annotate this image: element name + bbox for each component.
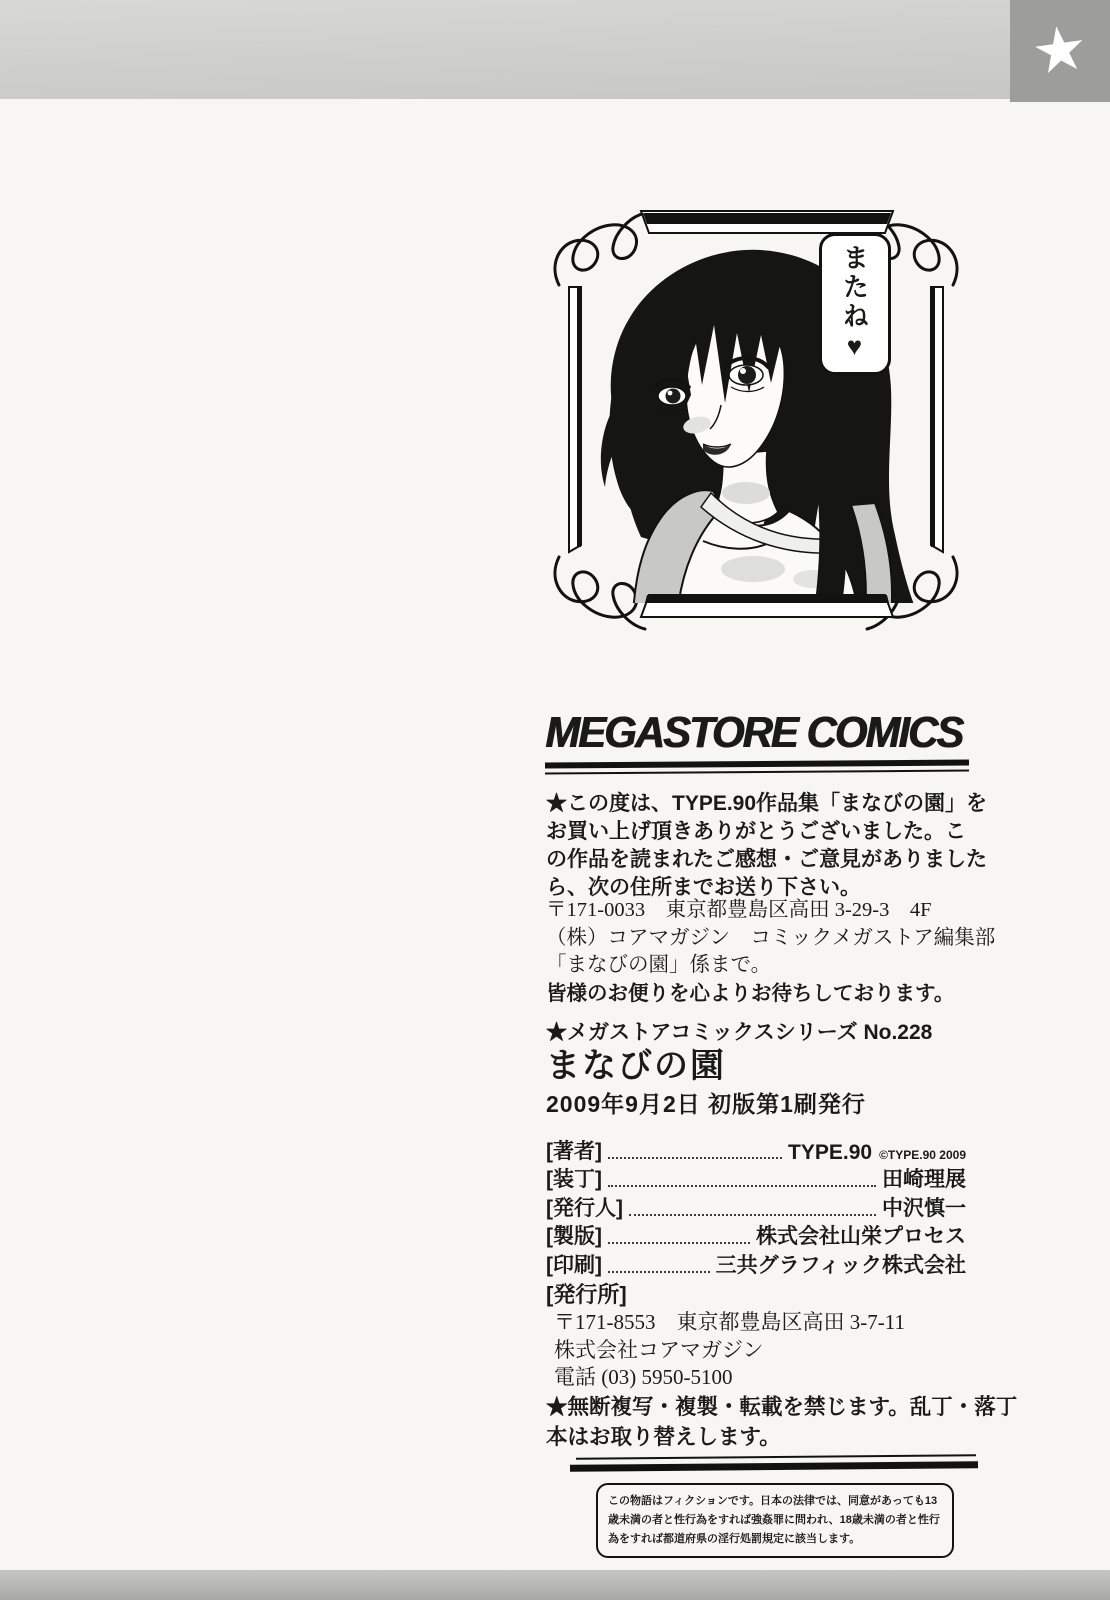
logo-rule-thin	[545, 770, 969, 775]
publisher-address: 〒171-8553 東京都豊島区高田 3-7-11	[554, 1310, 905, 1334]
megastore-comics-logo: MEGASTORE COMICS	[545, 708, 963, 757]
intro-line: ら、次の住所までお送り下さい。	[546, 876, 861, 899]
address-line: 「まなびの園」係まで。	[546, 953, 772, 976]
publisher-label: [発行所]	[546, 1282, 627, 1307]
dotted-leader	[608, 1271, 710, 1273]
intro-line: お買い上げ頂きありがとうございました。こ	[546, 820, 966, 843]
dotted-leader	[608, 1185, 876, 1187]
star-icon: ★	[1027, 12, 1093, 89]
book-title: まなびの園	[546, 1047, 726, 1085]
speech-bubble	[819, 233, 891, 375]
intro-line: の作品を読まれたご感想・ご意見がありました	[546, 848, 987, 871]
credit-label: [発行人]	[546, 1196, 623, 1220]
framed-illustration	[545, 197, 967, 645]
credit-value: TYPE.90	[788, 1140, 873, 1164]
scan-bottom-band	[0, 1570, 1110, 1600]
speech-bubble-text: またね♥	[839, 244, 870, 364]
series-number-line: ★メガストアコミックスシリーズ No.228	[546, 1021, 933, 1044]
print-date-line: 2009年9月2日 初版第1刷発行	[546, 1091, 866, 1117]
editorial-address-block	[546, 897, 995, 978]
fiction-disclaimer-box	[596, 1483, 954, 1558]
credit-label: [印刷]	[546, 1253, 602, 1277]
thank-you-paragraph	[546, 790, 987, 902]
portrait-artwork	[545, 197, 967, 645]
credit-value: 株式会社山栄プロセス	[756, 1225, 966, 1248]
frame-swirl-top-left	[555, 213, 645, 285]
credit-label: [製版]	[546, 1225, 602, 1248]
credits-list	[546, 1136, 966, 1279]
address-line: （株）コアマガジン コミックメガストア編集部	[546, 926, 996, 949]
dotted-leader	[629, 1214, 876, 1216]
credit-row-plate	[546, 1222, 966, 1251]
footer-rule-thin	[576, 1454, 976, 1459]
credit-label: [著者]	[546, 1139, 602, 1163]
credit-row-publisher-person	[546, 1193, 966, 1222]
credit-row-author	[546, 1136, 966, 1165]
letters-note: 皆様のお便りを心よりお待ちしております。	[546, 982, 955, 1005]
notice-line: 本はお取り替えします。	[546, 1425, 781, 1449]
credit-label: [装丁]	[546, 1168, 602, 1191]
credit-row-printing	[546, 1250, 966, 1279]
credit-row-design	[546, 1165, 966, 1194]
fiction-disclaimer-text: この物語はフィクションです。日本の法律では、同意があっても13歳未満の者と性行為をすれば強姦罪に問われ、18歳未満の者と性行為をすれば都道府県の淫行処罰規定に該当します。	[608, 1495, 940, 1545]
scan-top-band	[0, 0, 1110, 99]
intro-line: ★この度は、TYPE.90作品集「まなびの園」を	[546, 792, 988, 815]
publisher-phone: 電話 (03) 5950-5100	[554, 1365, 733, 1389]
notice-line: ★無断複写・複製・転載を禁じます。乱丁・落丁	[546, 1395, 1018, 1419]
publisher-name: 株式会社コアマガジン	[554, 1337, 764, 1362]
publisher-logo-block	[545, 708, 969, 773]
publisher-block	[546, 1278, 905, 1392]
corner-star-box	[1010, 0, 1110, 102]
dotted-leader	[608, 1242, 750, 1244]
credit-value: 中沢慎一	[882, 1196, 966, 1220]
footer-rule-thick	[570, 1461, 978, 1472]
copyright-notice: ©TYPE.90 2009	[879, 1147, 966, 1162]
credit-value: 田崎理展	[882, 1168, 966, 1191]
dotted-leader	[608, 1157, 782, 1159]
copy-prohibition-notice	[546, 1392, 1017, 1452]
credit-value: 三共グラフィック株式会社	[715, 1253, 966, 1277]
address-line: 〒171-0033 東京都豊島区高田 3-29-3 4F	[546, 899, 932, 921]
frame-swirl-bottom-left	[555, 557, 645, 629]
logo-rule-thick	[545, 760, 969, 769]
